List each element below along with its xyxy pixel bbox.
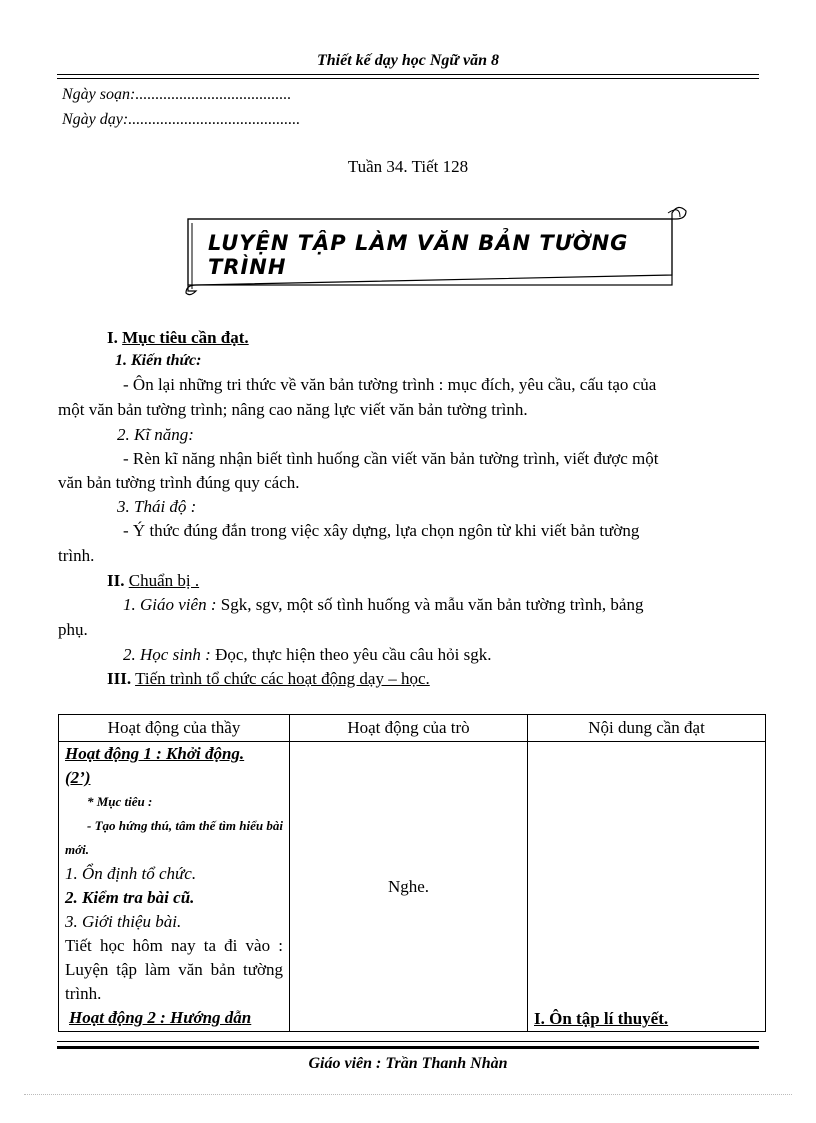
header-title: Thiết kế dạy học Ngữ văn 8 [316, 52, 499, 69]
header-teacher: Hoạt động của thầy [59, 715, 290, 742]
step-2: 2. Kiểm tra bài cũ. [65, 888, 195, 907]
activity-1-title: Hoạt động 1 : Khởi động. [65, 744, 245, 763]
knowledge-label: 1. Kiến thức: [115, 352, 202, 369]
attitude-line-2: trình. [58, 546, 95, 565]
section-objectives-heading: I. Mục tiêu cần đạt. [107, 328, 249, 347]
ngay-day: Ngày dạy:........................................... [62, 111, 301, 128]
goal-label: * Mục tiêu : [87, 794, 153, 809]
teacher-cell [59, 742, 290, 1032]
skills-label: 2. Kĩ năng: [117, 425, 194, 444]
week-lesson: Tuần 34. Tiết 128 [347, 157, 469, 176]
lesson-title: LUYỆN TẬP LÀM VĂN BẢN TƯỜNG TRÌNH [208, 231, 629, 279]
goal-text: - Tạo hứng thú, tâm thế tìm hiểu bài mới. [65, 818, 283, 857]
header-student: Hoạt động của trò [290, 715, 528, 742]
attitude-line-1: - Ý thức đúng đắn trong việc xây dựng, lựa chọn ngôn từ khi viết bản tường [123, 521, 640, 540]
title-banner [180, 205, 690, 302]
knowledge-line-2: một văn bản tường trình; nâng cao năng lực viết văn bản tường trình. [58, 400, 528, 419]
activity-1-time: (2’) [65, 768, 91, 787]
prep-teacher-line-2: phụ. [58, 620, 88, 639]
ngay-soan: Ngày soạn:....................................... [62, 86, 292, 103]
student-cell [290, 742, 528, 1032]
header-content: Nội dung cần đạt [528, 715, 766, 742]
page-bottom-rule [24, 1094, 792, 1095]
table-header-row [59, 715, 766, 742]
header-divider [57, 74, 759, 75]
footer-divider-thick [57, 1046, 759, 1049]
prep-student: 2. Học sinh : Đọc, thực hiện theo yêu cầu câu hỏi sgk. [123, 645, 492, 664]
skills-line-2: văn bản tường trình đúng quy cách. [58, 473, 300, 492]
lesson-plan-table [58, 714, 766, 1032]
section-prep-heading: II. Chuẩn bị . [107, 571, 200, 590]
header-divider-thin [57, 78, 759, 79]
content-cell [528, 742, 766, 1032]
attitude-label: 3. Thái độ : [117, 497, 197, 516]
skills-line-1: - Rèn kĩ năng nhận biết tình huống cần viết văn bản tường trình, viết được một [123, 449, 659, 468]
content-theory-heading: I. Ôn tập lí thuyết. [534, 1009, 669, 1028]
section-process-heading: III. Tiến trình tổ chức các hoạt động dạy – học. [107, 669, 430, 688]
knowledge-line-1: - Ôn lại những tri thức về văn bản tường trình : mục đích, yêu cầu, cấu tạo của [123, 375, 657, 394]
prep-teacher: 1. Giáo viên : Sgk, sgv, một số tình huống và mẫu văn bản tường trình, bảng [123, 595, 644, 614]
step-3: 3. Giới thiệu bài. [65, 912, 182, 931]
table-row [59, 742, 766, 1032]
footer-divider [57, 1041, 759, 1042]
activity-2-title: Hoạt động 2 : Hướng dẫn [69, 1008, 252, 1027]
footer-author: Giáo viên : Trần Thanh Nhàn [308, 1055, 508, 1072]
student-response: Nghe. [387, 876, 430, 896]
intro-text: Tiết học hôm nay ta đi vào : Luyện tập làm văn bản tường trình. [65, 936, 283, 1003]
step-1: 1. Ổn định tổ chức. [65, 864, 197, 883]
